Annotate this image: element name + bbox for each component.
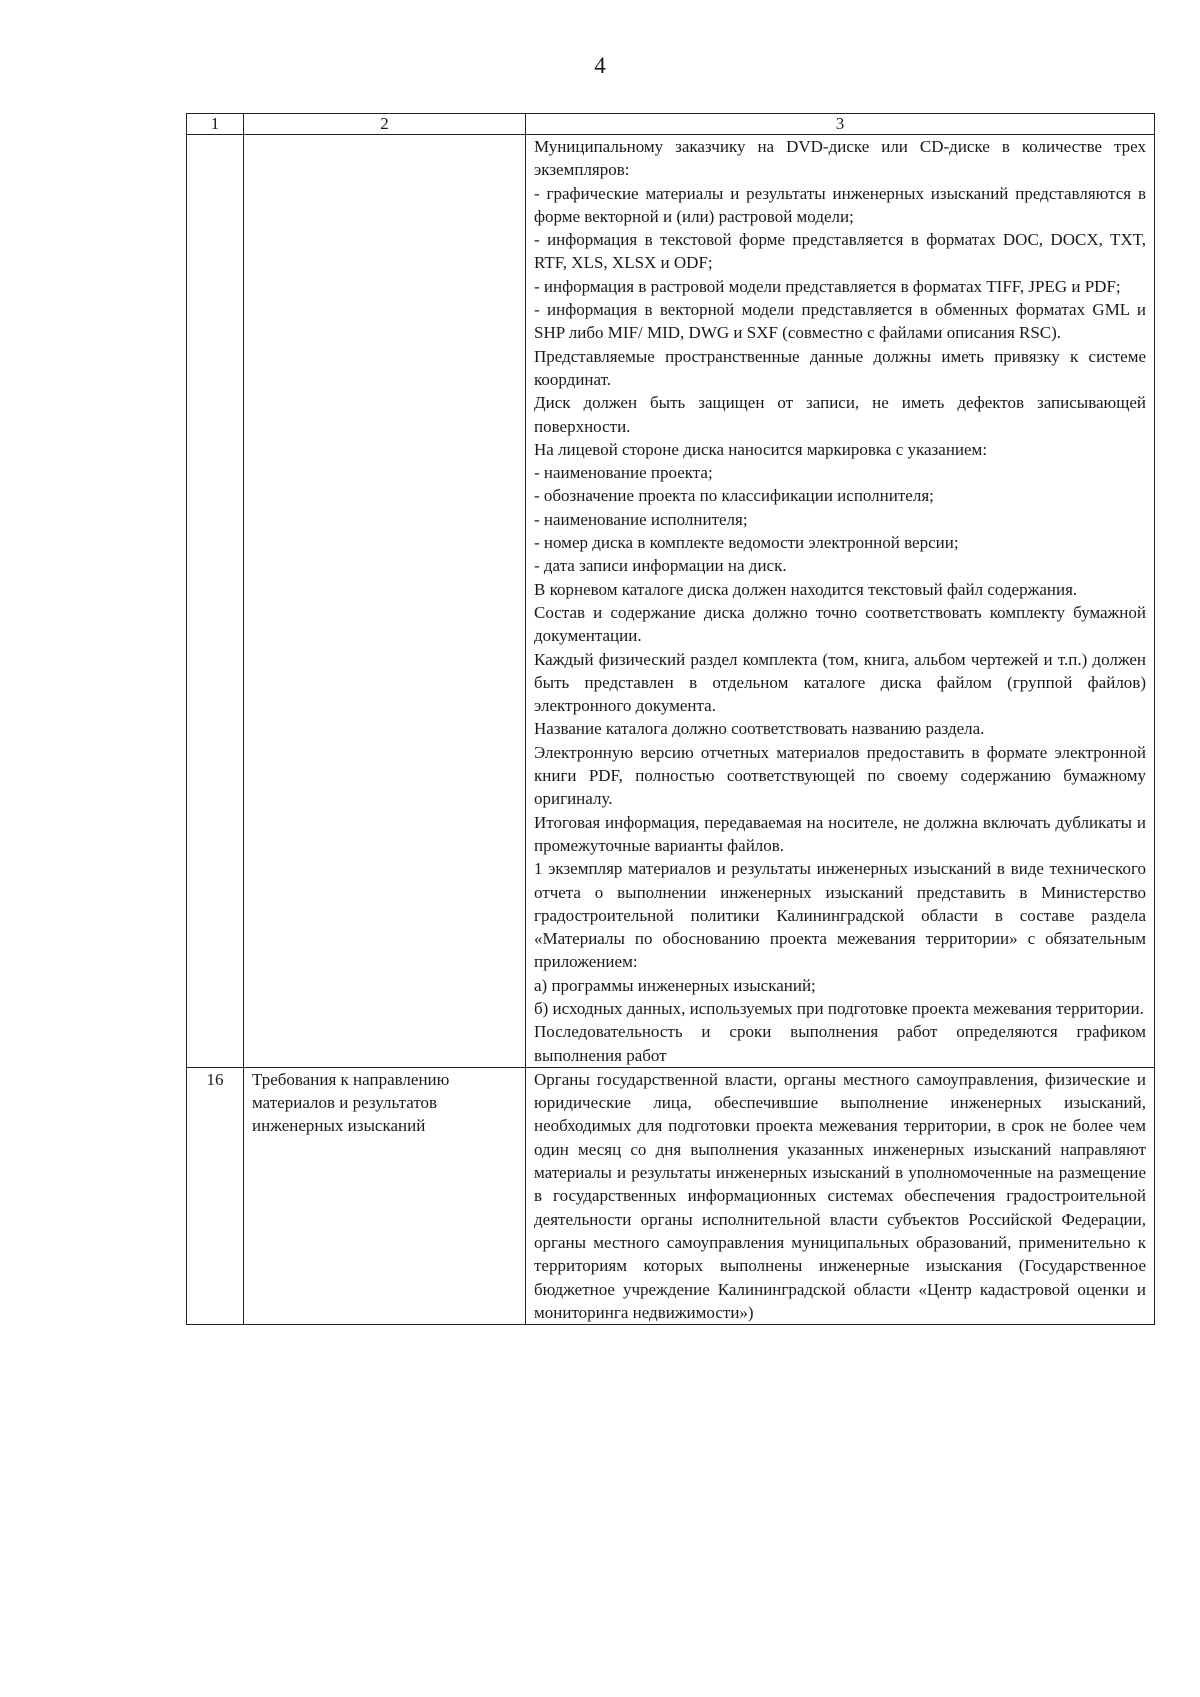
list-item: а) программы инженерных изысканий;	[534, 975, 816, 995]
header-col-2: 2	[244, 114, 526, 135]
row-content	[526, 1067, 1155, 1324]
list-item: - графические материалы и результаты инженерных изысканий представляются в форме векторной и (или) растровой модели;	[534, 183, 1146, 226]
list-item: - обозначение проекта по классификации исполнителя;	[534, 486, 934, 506]
list-item: - наименование проекта;	[534, 463, 713, 483]
paragraph: 1 экземпляр материалов и результаты инженерных изысканий в виде технического отчета о выполнении инженерных изысканий представить в Министерство градостроительной политики Калининградской области в составе раздела «Материалы по обоснованию проекта межевания территории» с обязательным приложением:	[534, 859, 1146, 972]
row-number	[187, 135, 244, 1068]
page-number: 4	[594, 53, 606, 78]
paragraph: Органы государственной власти, органы местного самоуправления, физические и юридические лица, обеспечившие выполнение инженерных изысканий, необходимых для подготовки проекта межевания территории, в срок не более чем один месяц со дня выполнения указанных инженерных изысканий направляют материалы и результаты инженерных изысканий в уполномоченные на размещение в государственных информационных системах обеспечения градостроительной деятельности органы исполнительной власти субъектов Российской Федерации, органы местного самоуправления муниципальных образований, применительно к территориям которых выполнены инженерные изыскания (Государственное бюджетное учреждение Калининградской области «Центр кадастровой оценки и мониторинга недвижимости»)	[534, 1069, 1146, 1322]
row-label: Требования к направлению материалов и результатов инженерных изысканий	[244, 1067, 526, 1324]
header-col-1: 1	[187, 114, 244, 135]
requirements-table	[186, 113, 1155, 1325]
paragraph: В корневом каталоге диска должен находится текстовый файл содержания.	[534, 579, 1078, 599]
table-header-row	[187, 114, 1155, 135]
paragraph: Представляемые пространственные данные должны иметь привязку к системе координат.	[534, 346, 1146, 389]
paragraph: Итоговая информация, передаваемая на носителе, не должна включать дубликаты и промежуточные варианты файлов.	[534, 812, 1146, 855]
paragraph: Муниципальному заказчику на DVD-диске или CD-диске в количестве трех экземпляров:	[534, 137, 1146, 180]
list-item: - наименование исполнителя;	[534, 509, 748, 529]
row-label	[244, 135, 526, 1068]
paragraph: Название каталога должно соответствовать названию раздела.	[534, 719, 985, 739]
list-item: - информация в текстовой форме представляется в форматах DOC, DOCX, TXT, RTF, XLS, XLSX и ODF;	[534, 230, 1146, 273]
table-row	[187, 135, 1155, 1068]
paragraph: Последовательность и сроки выполнения работ определяются графиком выполнения работ	[534, 1022, 1146, 1065]
row-content	[526, 135, 1155, 1068]
paragraph: Каждый физический раздел комплекта (том, книга, альбом чертежей и т.п.) должен быть представлен в отдельном каталоге диска файлом (группой файлов) электронного документа.	[534, 649, 1146, 716]
row-number: 16	[187, 1067, 244, 1324]
list-item: - информация в векторной модели представляется в обменных форматах GML и SHP либо MIF/ MID, DWG и SXF (совместно с файлами описания RSC).	[534, 300, 1146, 343]
list-item: - дата записи информации на диск.	[534, 556, 787, 576]
paragraph: Состав и содержание диска должно точно соответствовать комплекту бумажной документации.	[534, 602, 1146, 646]
table-row	[187, 1067, 1155, 1324]
list-item: б) исходных данных, используемых при подготовке проекта межевания территории.	[534, 998, 1144, 1018]
paragraph: На лицевой стороне диска наносится маркировка с указанием:	[534, 439, 988, 459]
paragraph: Электронную версию отчетных материалов предоставить в формате электронной книги PDF, полностью соответствующей по своему содержанию бумажному оригиналу.	[534, 742, 1146, 809]
list-item: - номер диска в комплекте ведомости электронной версии;	[534, 533, 959, 553]
list-item: - информация в растровой модели представляется в форматах TIFF, JPEG и PDF;	[534, 276, 1121, 296]
header-col-3: 3	[526, 114, 1155, 135]
paragraph: Диск должен быть защищен от записи, не иметь дефектов записывающей поверхности.	[534, 393, 1146, 436]
